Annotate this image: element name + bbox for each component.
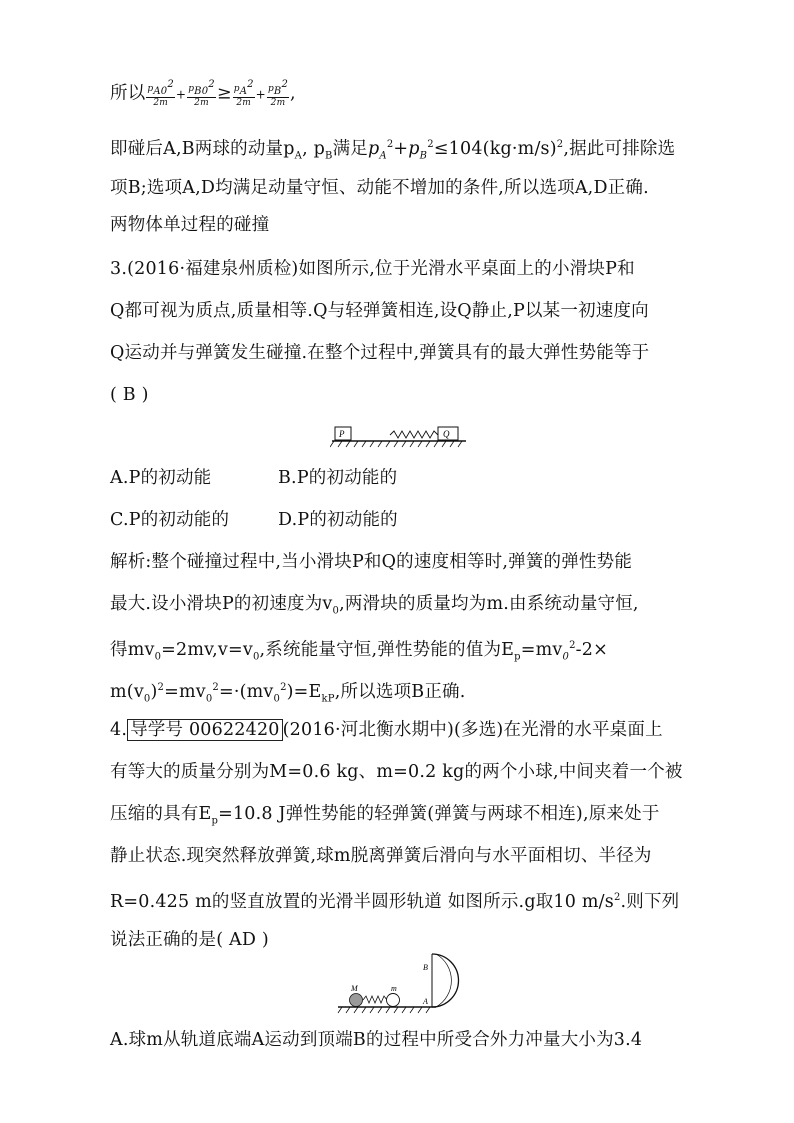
figure-semicircle-track (336, 952, 472, 1014)
fraction-1: $\frac{p_{A0}^2}{2m}$ (147, 79, 174, 108)
option-d: D.P的初动能的 (278, 510, 398, 530)
fraction-4: $\frac{p_B^2}{2m}$ (267, 79, 289, 108)
question-4-answer: 说法正确的是( AD ) (110, 930, 269, 950)
option-b: B.P的初动能的 (278, 468, 398, 488)
options-row-1 (110, 466, 700, 490)
fraction-2: $\frac{p_{B0}^2}{2m}$ (188, 79, 215, 108)
label-q: Q (443, 429, 450, 439)
label-big-m: M (351, 984, 358, 993)
question-4-line-1: 4. 导学号 00622420 (2016·河北衡水期中)(多选)在光滑的水平桌面上 (110, 720, 663, 740)
line-3: 项B;选项A,D均满足动量守恒、动能不增加的条件,所以选项A,D正确. (110, 178, 649, 198)
question-3-answer: ( B ) (110, 385, 149, 405)
ball-big-m (350, 994, 363, 1007)
question-3-line-1: 3.(2016·福建泉州质检)如图所示,位于光滑水平桌面上的小滑块P和 (110, 259, 635, 279)
guide-number-box: 导学号 00622420 (127, 719, 283, 741)
line-1: 所以 $\frac{p_{A0}^2}{2m}$ + $\frac{p_{B0}^2}{2m}$ ≥ $\frac{p_A^2}{2m}$ + $\frac{p_B^2}{2m}$ , (110, 79, 296, 108)
label-p: P (339, 429, 345, 439)
options-row-2 (110, 508, 700, 532)
text: 所以 (110, 83, 146, 104)
analysis-line-1: 解析:整个碰撞过程中,当小滑块P和Q的速度相等时,弹簧的弹性势能 (110, 552, 633, 572)
option-c: C.P的初动能的 (110, 510, 230, 530)
label-small-m: m (391, 984, 397, 993)
question-4-line-3: 压缩的具有$E_p=10.8$ J弹性势能的轻弹簧(弹簧与两球不相连),原来处于 (110, 804, 660, 827)
analysis-line-2: 最大.设小滑块P的初速度为$v_0$,两滑块的质量均为m.由系统动量守恒, (110, 594, 639, 617)
analysis-line-4: $m(v_0)^2=mv_0^2=\cdot(mv_0^2)=E_{kP}$,所以选项B正确. (110, 681, 466, 705)
label-a: A (423, 997, 428, 1006)
spring-2 (363, 996, 387, 1003)
spring (390, 431, 438, 438)
ball-small-m (387, 994, 400, 1007)
fraction-3: $\frac{p_A^2}{2m}$ (233, 79, 254, 108)
question-4-line-2: 有等大的质量分别为M=0.6 kg、m=0.2 kg的两个小球,中间夹着一个被 (110, 762, 683, 782)
figure-spring-blocks (330, 422, 470, 448)
question-3-line-2: Q都可视为质点,质量相等.Q与轻弹簧相连,设Q静止,P以某一初速度向 (110, 301, 649, 321)
option-a: A.P的初动能 (110, 468, 212, 488)
question-4-line-4: 静止状态.现突然释放弹簧,球m脱离弹簧后滑向与水平面相切、半径为 (110, 846, 652, 866)
question-3-line-3: Q运动并与弹簧发生碰撞.在整个过程中,弹簧具有的最大弹性势能等于 (110, 343, 650, 363)
question-4-option-a: A.球m从轨道底端A运动到顶端B的过程中所受合外力冲量大小为3.4 (110, 1030, 643, 1050)
question-4-line-5: R=0.425 m的竖直放置的光滑半圆形轨道 如图所示.g取10 $m/s^2$.则下列 (110, 891, 680, 912)
line-2: 即碰后A,B两球的动量$p_A$, $p_B$满足$p_A^2+p_B^2\le 104(kg\cdot m/s)^2$,据此可排除选 (110, 138, 676, 162)
analysis-line-3: 得$mv_0=2mv,v=v_0$,系统能量守恒,弹性势能的值为$E_p=mv_0^2-2\times$ (110, 639, 608, 663)
label-b: B (423, 963, 428, 972)
line-4: 两物体单过程的碰撞 (110, 215, 270, 235)
